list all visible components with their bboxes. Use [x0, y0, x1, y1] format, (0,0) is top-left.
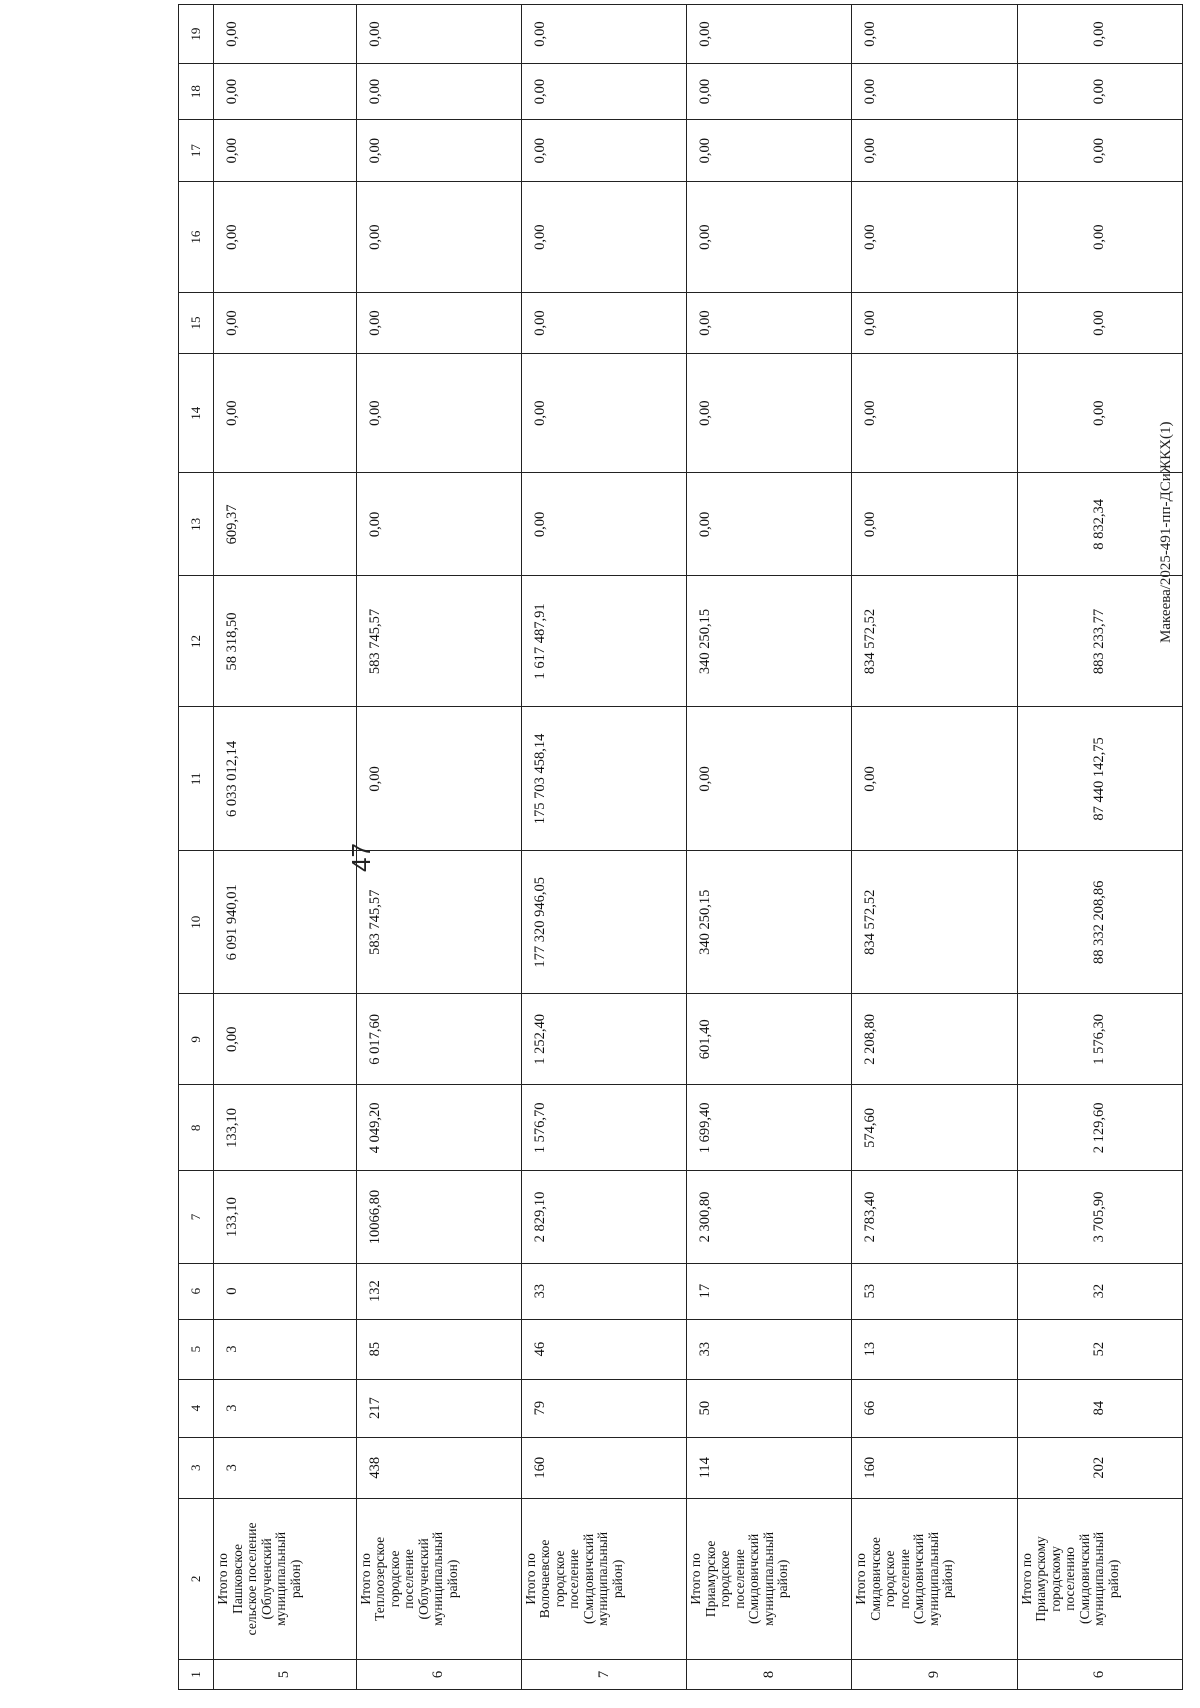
settlement-name-line: Итого по [215, 1553, 230, 1605]
cell-col-12: 583 745,57 [356, 576, 521, 707]
cell-col-16: 0,00 [852, 182, 1017, 293]
cell-col-3: 114 [687, 1437, 852, 1498]
cell-col-18: 0,00 [356, 64, 521, 120]
cell-col-18: 0,00 [687, 64, 852, 120]
column-header: 12 [179, 576, 214, 707]
settlement-name [1017, 1498, 1182, 1659]
settlement-name-line: район) [1105, 1559, 1121, 1599]
cell-col-12: 834 572,52 [852, 576, 1017, 707]
settlement-name [687, 1498, 852, 1659]
column-header: 14 [179, 354, 214, 473]
cell-col-19: 0,00 [521, 5, 686, 64]
cell-col-10: 340 250,15 [687, 851, 852, 994]
cell-col-7: 2 300,80 [687, 1171, 852, 1263]
cell-col-19: 0,00 [356, 5, 521, 64]
cell-col-15: 0,00 [1017, 292, 1182, 353]
settlement-name-line: муниципальный [760, 1531, 776, 1626]
cell-col-11: 87 440 142,75 [1017, 707, 1182, 851]
cell-col-11: 175 703 458,14 [521, 707, 686, 851]
cell-col-14: 0,00 [214, 354, 357, 473]
settlement-name-line: муниципальный [1091, 1531, 1107, 1626]
cell-col-17: 0,00 [687, 120, 852, 182]
settlement-name-line: Итого по [1018, 1553, 1034, 1605]
row-number: 7 [521, 1659, 686, 1689]
summary-table [178, 4, 1183, 1690]
cell-col-4: 217 [356, 1379, 521, 1437]
cell-col-18: 0,00 [1017, 64, 1182, 120]
cell-col-9: 0,00 [214, 994, 357, 1085]
cell-col-6: 0 [214, 1263, 357, 1319]
column-header: 7 [179, 1171, 214, 1263]
settlement-name [521, 1498, 686, 1659]
cell-col-18: 0,00 [852, 64, 1017, 120]
cell-col-17: 0,00 [214, 120, 357, 182]
column-header: 6 [179, 1263, 214, 1319]
cell-col-12: 883 233,77 [1017, 576, 1182, 707]
cell-col-17: 0,00 [1017, 120, 1182, 182]
settlement-name-line: (Смидовичский [746, 1533, 762, 1625]
cell-col-16: 0,00 [214, 182, 357, 293]
settlement-name-line: район) [444, 1559, 460, 1599]
settlement-name [214, 1498, 357, 1659]
page-number: 47 [346, 843, 376, 872]
cell-col-12: 58 318,50 [214, 576, 357, 707]
settlement-name-line: Приамурскому [1033, 1536, 1049, 1622]
table-row [521, 5, 686, 1690]
cell-col-5: 13 [852, 1319, 1017, 1379]
settlement-name-line: Итого по [853, 1553, 869, 1605]
settlement-name-line: район) [287, 1559, 303, 1599]
column-header: 10 [179, 851, 214, 994]
settlement-name-line: Смидовичское [867, 1537, 883, 1621]
cell-col-3: 160 [852, 1437, 1017, 1498]
settlement-name-line: Итого по [688, 1553, 704, 1605]
settlement-name-line: район) [940, 1559, 956, 1599]
cell-col-7: 2 783,40 [852, 1171, 1017, 1263]
column-header: 17 [179, 120, 214, 182]
cell-col-19: 0,00 [687, 5, 852, 64]
cell-col-9: 6 017,60 [356, 994, 521, 1085]
table-row [687, 5, 852, 1690]
cell-col-4: 66 [852, 1379, 1017, 1437]
cell-col-15: 0,00 [687, 292, 852, 353]
settlement-name-line: (Смидовичский [1076, 1533, 1092, 1625]
settlement-name-line: Приамурское [702, 1540, 718, 1618]
cell-col-9: 601,40 [687, 994, 852, 1085]
column-header: 9 [179, 994, 214, 1085]
cell-col-4: 79 [521, 1379, 686, 1437]
cell-col-13: 0,00 [687, 473, 852, 576]
column-header: 8 [179, 1085, 214, 1171]
cell-col-18: 0,00 [214, 64, 357, 120]
cell-col-10: 834 572,52 [852, 851, 1017, 994]
cell-col-17: 0,00 [521, 120, 686, 182]
cell-col-4: 84 [1017, 1379, 1182, 1437]
cell-col-9: 1 576,30 [1017, 994, 1182, 1085]
table-row [214, 5, 357, 1690]
cell-col-13: 0,00 [356, 473, 521, 576]
cell-col-9: 2 208,80 [852, 994, 1017, 1085]
settlement-name-line: (Смидовичский [911, 1533, 927, 1625]
settlement-name-line: городское [386, 1550, 402, 1608]
column-header: 15 [179, 292, 214, 353]
cell-col-12: 340 250,15 [687, 576, 852, 707]
settlement-name-line: (Смидовичский [580, 1533, 596, 1625]
column-header: 13 [179, 473, 214, 576]
settlement-name-line: район) [609, 1559, 625, 1599]
settlement-name-line: поселение [566, 1549, 582, 1609]
cell-col-14: 0,00 [521, 354, 686, 473]
table-row [852, 5, 1017, 1690]
table-row [1017, 5, 1182, 1690]
cell-col-10: 583 745,57 [356, 851, 521, 994]
column-header: 19 [179, 5, 214, 64]
cell-col-6: 33 [521, 1263, 686, 1319]
cell-col-4: 50 [687, 1379, 852, 1437]
settlement-name-line: городское [551, 1550, 567, 1608]
cell-col-13: 609,37 [214, 473, 357, 576]
cell-col-6: 132 [356, 1263, 521, 1319]
settlement-name-line: городское [882, 1550, 898, 1608]
cell-col-5: 3 [214, 1319, 357, 1379]
settlement-name-line: муниципальный [273, 1531, 288, 1626]
settlement-name [852, 1498, 1017, 1659]
cell-col-7: 3 705,90 [1017, 1171, 1182, 1263]
cell-col-3: 3 [214, 1437, 357, 1498]
column-header: 3 [179, 1437, 214, 1498]
cell-col-11: 6 033 012,14 [214, 707, 357, 851]
cell-col-17: 0,00 [356, 120, 521, 182]
settlement-name-line: муниципальный [925, 1531, 941, 1626]
settlement-name-line: городскому [1047, 1546, 1063, 1612]
cell-col-10: 88 332 208,86 [1017, 851, 1182, 994]
cell-col-6: 32 [1017, 1263, 1182, 1319]
row-number: 8 [687, 1659, 852, 1689]
column-header: 11 [179, 707, 214, 851]
cell-col-7: 10066,80 [356, 1171, 521, 1263]
cell-col-6: 53 [852, 1263, 1017, 1319]
settlement-name-line: поселение [896, 1549, 912, 1609]
settlement-name-line: район) [775, 1559, 791, 1599]
header-row [179, 5, 214, 1690]
cell-col-14: 0,00 [852, 354, 1017, 473]
cell-col-9: 1 252,40 [521, 994, 686, 1085]
cell-col-13: 0,00 [852, 473, 1017, 576]
cell-col-6: 17 [687, 1263, 852, 1319]
column-header: 4 [179, 1379, 214, 1437]
settlement-name-line: Итого по [357, 1553, 373, 1605]
settlement-name-line: поселение [401, 1549, 417, 1609]
cell-col-14: 0,00 [356, 354, 521, 473]
cell-col-3: 438 [356, 1437, 521, 1498]
cell-col-12: 1 617 487,91 [521, 576, 686, 707]
column-header: 5 [179, 1319, 214, 1379]
settlement-name-line: муниципальный [430, 1531, 446, 1626]
column-header: 18 [179, 64, 214, 120]
cell-col-13: 0,00 [521, 473, 686, 576]
column-header: 2 [179, 1498, 214, 1659]
cell-col-11: 0,00 [852, 707, 1017, 851]
cell-col-5: 85 [356, 1319, 521, 1379]
column-header: 1 [179, 1659, 214, 1689]
cell-col-14: 0,00 [1017, 354, 1182, 473]
cell-col-15: 0,00 [214, 292, 357, 353]
cell-col-15: 0,00 [356, 292, 521, 353]
settlement-name-line: (Облученский [258, 1538, 274, 1620]
cell-col-7: 133,10 [214, 1171, 357, 1263]
settlement-name-line: Итого по [522, 1553, 538, 1605]
cell-col-15: 0,00 [521, 292, 686, 353]
column-header: 16 [179, 182, 214, 293]
cell-col-19: 0,00 [214, 5, 357, 64]
cell-col-16: 0,00 [687, 182, 852, 293]
cell-col-10: 177 320 946,05 [521, 851, 686, 994]
table-row [356, 5, 521, 1690]
cell-col-14: 0,00 [687, 354, 852, 473]
cell-col-11: 0,00 [687, 707, 852, 851]
settlement-name-line: поселение [731, 1549, 747, 1609]
cell-col-10: 6 091 940,01 [214, 851, 357, 994]
settlement-name-line: сельское поселение [244, 1522, 259, 1636]
settlement-name-line: Теплоозерское [372, 1536, 388, 1621]
cell-col-8: 1 576,70 [521, 1085, 686, 1171]
settlement-name-line: поселению [1062, 1547, 1078, 1611]
cell-col-5: 52 [1017, 1319, 1182, 1379]
cell-col-8: 4 049,20 [356, 1085, 521, 1171]
row-number: 9 [852, 1659, 1017, 1689]
settlement-name-line: (Облученский [415, 1538, 431, 1620]
row-number: 6 [356, 1659, 521, 1689]
row-number: 5 [214, 1659, 357, 1689]
cell-col-8: 574,60 [852, 1085, 1017, 1171]
settlement-name-line: Волочаевское [537, 1539, 553, 1619]
cell-col-16: 0,00 [521, 182, 686, 293]
cell-col-8: 1 699,40 [687, 1085, 852, 1171]
cell-col-8: 133,10 [214, 1085, 357, 1171]
document-code: Макеева/2025-491-пп-ДСиЖКХ(1) [1158, 421, 1174, 643]
cell-col-3: 202 [1017, 1437, 1182, 1498]
cell-col-16: 0,00 [1017, 182, 1182, 293]
cell-col-7: 2 829,10 [521, 1171, 686, 1263]
cell-col-11: 0,00 [356, 707, 521, 851]
cell-col-16: 0,00 [356, 182, 521, 293]
settlement-name-line: муниципальный [595, 1531, 611, 1626]
settlement-name-line: городское [717, 1550, 733, 1608]
settlement-name [356, 1498, 521, 1659]
cell-col-15: 0,00 [852, 292, 1017, 353]
row-number: 6 [1017, 1659, 1182, 1689]
cell-col-18: 0,00 [521, 64, 686, 120]
cell-col-17: 0,00 [852, 120, 1017, 182]
cell-col-13: 8 832,34 [1017, 473, 1182, 576]
cell-col-19: 0,00 [852, 5, 1017, 64]
cell-col-5: 33 [687, 1319, 852, 1379]
cell-col-5: 46 [521, 1319, 686, 1379]
cell-col-19: 0,00 [1017, 5, 1182, 64]
cell-col-4: 3 [214, 1379, 357, 1437]
cell-col-3: 160 [521, 1437, 686, 1498]
cell-col-8: 2 129,60 [1017, 1085, 1182, 1171]
settlement-name-line: Пашковское [229, 1543, 245, 1614]
